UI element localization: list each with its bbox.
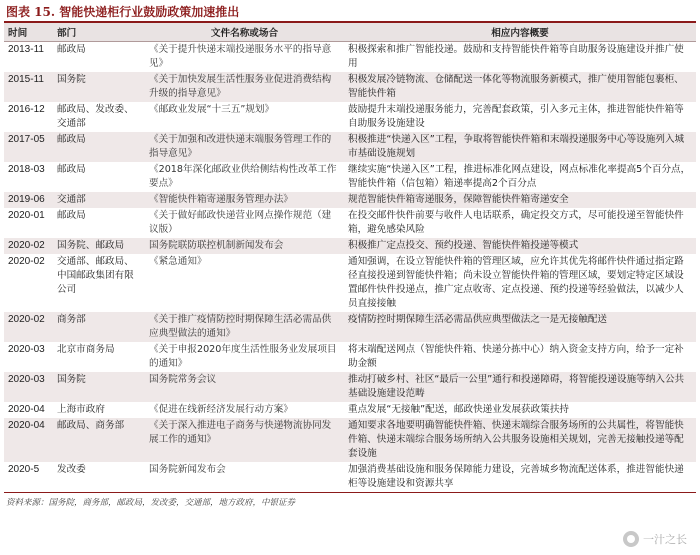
cell-time: 2019-06 [4,192,53,208]
table-row [4,72,696,102]
table-row [4,372,696,402]
cell-time: 2013-11 [4,42,53,73]
cell-dept: 邮政局 [53,208,145,238]
cell-doc: 《2018年深化邮政业供给侧结构性改革工作要点》 [145,162,344,192]
cell-time: 2020-02 [4,312,53,342]
header-doc: 文件名称或场合 [145,22,344,42]
table-row [4,402,696,418]
cell-time: 2020-5 [4,462,53,493]
cell-dept: 交通部、邮政局、中国邮政集团有限公司 [53,254,145,312]
cell-time: 2020-02 [4,254,53,312]
cell-dept: 国务院 [53,72,145,102]
cell-dept: 交通部 [53,192,145,208]
table-row [4,208,696,238]
cell-content: 积极推广定点投交、预约投递、智能快件箱投递等模式 [344,238,696,254]
cell-content: 加强消费基础设施和服务保障能力建设，完善城乡物流配送体系，推进智能快递柜等设施建设和资源共享 [344,462,696,493]
cell-doc: 《关于深入推进电子商务与快递物流协同发展工作的通知》 [145,418,344,462]
cell-doc: 《紧急通知》 [145,254,344,312]
header-dept: 部门 [53,22,145,42]
cell-time: 2020-04 [4,402,53,418]
cell-content: 将末端配送网点（智能快件箱、快递分拣中心）纳入资金支持方向，给予一定补助金额 [344,342,696,372]
cell-time: 2018-03 [4,162,53,192]
cell-content: 通知强调，在设立智能快件箱的管理区域，应允许其优先将邮件快件通过指定路径直接投递到智能快件箱；尚未设立智能快件箱的管理区域，要划定特定区域设置邮件快件投递点，推广定点收寄、定点投递、预约投递等经验做法，以减少人员直接接触 [344,254,696,312]
cell-dept: 上海市政府 [53,402,145,418]
cell-content: 通知要求各地要明确智能快件箱、快递末端综合服务场所的公共属性，将智能快件箱、快递末端综合服务场所纳入公共服务设施相关规划，完善无接触投递等配套设施 [344,418,696,462]
table-row [4,42,696,73]
policy-table [4,21,696,493]
cell-dept: 发改委 [53,462,145,493]
cell-doc: 《促进在线新经济发展行动方案》 [145,402,344,418]
cell-dept: 邮政局、发改委、交通部 [53,102,145,132]
table-row [4,462,696,493]
cell-content: 积极探索和推广智能投递。鼓励和支持智能快件箱等自助服务设施建设并推广使用 [344,42,696,73]
cell-content: 鼓励提升末端投递服务能力，完善配套政策，引入多元主体，推进智能快件箱等自助服务设施建设 [344,102,696,132]
cell-content: 推动打破乡村、社区“最后一公里”通行和投递障碍，将智能投递设施等纳入公共基础设施建设范畴 [344,372,696,402]
cell-doc: 《关于推广疫情防控时期保障生活必需品供应典型做法的通知》 [145,312,344,342]
cell-time: 2017-05 [4,132,53,162]
table-row [4,254,696,312]
cell-dept: 商务部 [53,312,145,342]
table-row [4,418,696,462]
table-body [4,42,696,493]
table-header-row [4,22,696,42]
cell-time: 2020-02 [4,238,53,254]
cell-content: 在投交邮件快件前要与收件人电话联系，确定投交方式，尽可能投递至智能快件箱，避免感染风险 [344,208,696,238]
cell-time: 2015-11 [4,72,53,102]
cell-content: 重点发展“无接触”配送，邮政快递业发展获政策扶持 [344,402,696,418]
cell-time: 2020-03 [4,342,53,372]
cell-time: 2020-01 [4,208,53,238]
cell-doc: 《邮政业发展“十三五”规划》 [145,102,344,132]
cell-time: 2020-04 [4,418,53,462]
source-note: 资料来源：国务院，商务部，邮政局，发改委，交通部，地方政府，中银证券 [6,498,296,508]
table-row [4,312,696,342]
cell-doc: 《关于申报2020年度生活性服务业发展项目的通知》 [145,342,344,372]
cell-dept: 国务院、邮政局 [53,238,145,254]
watermark-text: 一汁之长 [643,533,687,546]
cell-doc: 国务院新闻发布会 [145,462,344,493]
wechat-logo-icon [623,531,639,547]
cell-dept: 北京市商务局 [53,342,145,372]
cell-time: 2020-03 [4,372,53,402]
cell-content: 继续实施“快递入区”工程，推进标准化网点建设，网点标准化率提高5个百分点，智能快件箱（信包箱）箱递率提高2个百分点 [344,162,696,192]
cell-doc: 国务院常务会议 [145,372,344,402]
table-row [4,192,696,208]
cell-content: 疫情防控时期保障生活必需品供应典型做法之一是无接触配送 [344,312,696,342]
cell-doc: 《关于提升快递末端投递服务水平的指导意见》 [145,42,344,73]
header-content: 相应内容概要 [344,22,696,42]
cell-doc: 国务院联防联控机制新闻发布会 [145,238,344,254]
table-row [4,342,696,372]
cell-content: 积极发展冷链物流、仓储配送一体化等物流服务新模式，推广使用智能包裹柜、智能快件箱 [344,72,696,102]
table-row [4,238,696,254]
cell-doc: 《智能快件箱寄递服务管理办法》 [145,192,344,208]
cell-doc: 《关于加强和改进快递末端服务管理工作的指导意见》 [145,132,344,162]
cell-time: 2016-12 [4,102,53,132]
cell-content: 规范智能快件箱寄递服务，保障智能快件箱寄递安全 [344,192,696,208]
cell-content: 积极推进“快递入区”工程，争取将智能快件箱和末端投递服务中心等设施列入城市基础设施规划 [344,132,696,162]
header-time: 时间 [4,22,53,42]
cell-dept: 邮政局、商务部 [53,418,145,462]
cell-dept: 邮政局 [53,132,145,162]
cell-doc: 《关于加快发展生活性服务业促进消费结构升级的指导意见》 [145,72,344,102]
cell-dept: 邮政局 [53,162,145,192]
cell-doc: 《关于做好邮政快递营业网点操作规范（建议版） [145,208,344,238]
cell-dept: 邮政局 [53,42,145,73]
table-row [4,102,696,132]
watermark [618,529,692,549]
figure-title: 图表 15. 智能快递柜行业鼓励政策加速推出 [6,5,240,19]
table-row [4,132,696,162]
table-row [4,162,696,192]
cell-dept: 国务院 [53,372,145,402]
